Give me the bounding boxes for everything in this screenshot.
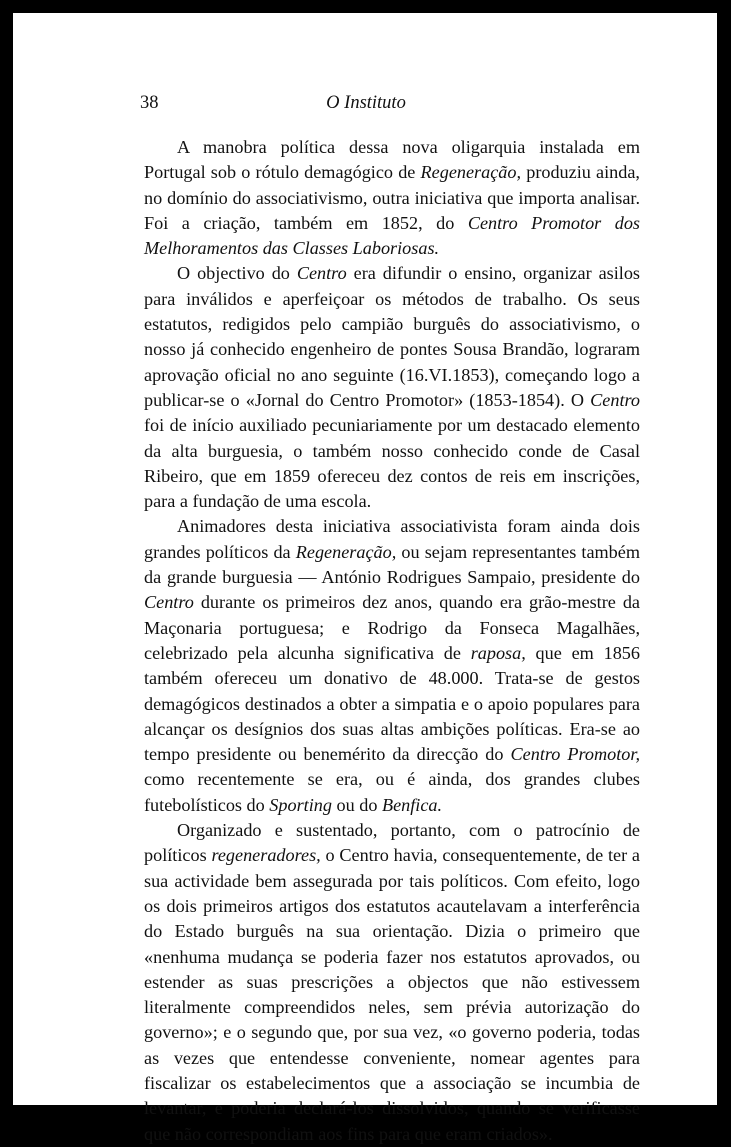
italic-text: Benfica.	[381, 794, 443, 815]
text-run: que em 1856 também ofereceu um donativo de 48.000. Trata-se de gestos demagógicos destinados a obter a simpatia e o apoio populares para alcançar os desígnios dos suas altas ambições políticas. Era-se ao tempo presidente ou benemérito da direcção do	[144, 642, 640, 765]
paragraph	[144, 261, 640, 514]
text-run: produziu ainda, no domínio do associativismo, outra iniciativa que importa analisar. Foi a criação, também em 1852, do	[144, 162, 640, 233]
italic-text: Regeneração,	[295, 541, 397, 562]
text-run: durante os primeiros dez anos, quando era grão-mestre da Maçonaria portuguesa; e Rodrigo da Fonseca Magalhães, celebrizado pela alcunha significativa de	[144, 592, 640, 663]
text-run: A manobra política dessa nova oligarquia instalada em Portugal sob o rótulo demagógico de	[144, 137, 640, 183]
text-run: foi de início auxiliado pecuniariamente por um destacado elemento da alta burguesia, o também nosso conhecido conde de Casal Ribeiro, que em 1859 ofereceu dez contos de reis em inscrições, para a fundação de uma escola.	[144, 415, 640, 512]
book-page	[13, 13, 717, 1144]
italic-text: Regeneração,	[420, 162, 522, 183]
italic-text: Centro	[590, 389, 640, 410]
italic-text: Centro Promotor,	[510, 744, 641, 765]
italic-text: Centro Promotor dos Melhoramentos das Classes Laboriosas.	[144, 212, 641, 259]
paragraph	[144, 514, 640, 818]
page-number: 38	[140, 93, 159, 113]
running-title: O Instituto	[326, 93, 406, 113]
text-run: Organizado e sustentado, portanto, com o patrocínio de políticos	[144, 820, 640, 866]
text-run: o Centro havia, consequentemente, de ter a sua actividade bem assegurada por tais políticos. Com efeito, logo os dois primeiros artigos dos estatutos acautelavam a interferência do Estado burguês na sua orientação. Dizia o primeiro que «nenhuma mudança se poderia fazer nos estatutos aprovados, ou estender as suas prescrições a objectos que não estivessem literalmente compreendidos neles, sem prévia autorização do governo»; e o segundo que, por sua vez, «o governo poderia, todas as vezes que entendesse conveniente, nomear agentes para fiscalizar os estabelecimentos que a associação se incumbia de levantar, e poderia declará-los dissolvidos, quando se verificasse que não correspondiam aos fins para que eram criados».	[144, 845, 640, 1144]
text-run: era difundir o ensino, organizar asilos para inválidos e aperfeiçoar os métodos de trabalho. Os seus estatutos, redigidos pelo campião burguês do associativismo, o nosso já conhecido engenheiro de pontes Sousa Brandão, lograram aprovação oficial no ano seguinte (16.VI.1853), começando logo a publicar-se o «Jornal do Centro Promotor» (1853-1854). O	[144, 263, 640, 410]
italic-text: raposa,	[470, 642, 526, 663]
page-header	[140, 93, 592, 119]
text-run: O objectivo do	[177, 263, 297, 284]
paragraph	[144, 135, 640, 261]
text-run: ou sejam representantes também da grande burguesia — António Rodrigues Sampaio, presidente do	[144, 541, 640, 588]
body-text	[144, 135, 640, 1147]
italic-text: regeneradores,	[211, 845, 321, 866]
italic-text: Sporting	[269, 794, 332, 815]
text-run: Animadores desta iniciativa associativista foram ainda dois grandes políticos da	[144, 516, 640, 562]
text-run: ou do	[331, 794, 382, 815]
italic-text: Centro	[144, 592, 194, 613]
italic-text: Centro	[296, 263, 347, 284]
paragraph	[144, 818, 640, 1147]
text-run: como recentemente se era, ou é ainda, dos grandes clubes futebolísticos do	[144, 769, 640, 815]
